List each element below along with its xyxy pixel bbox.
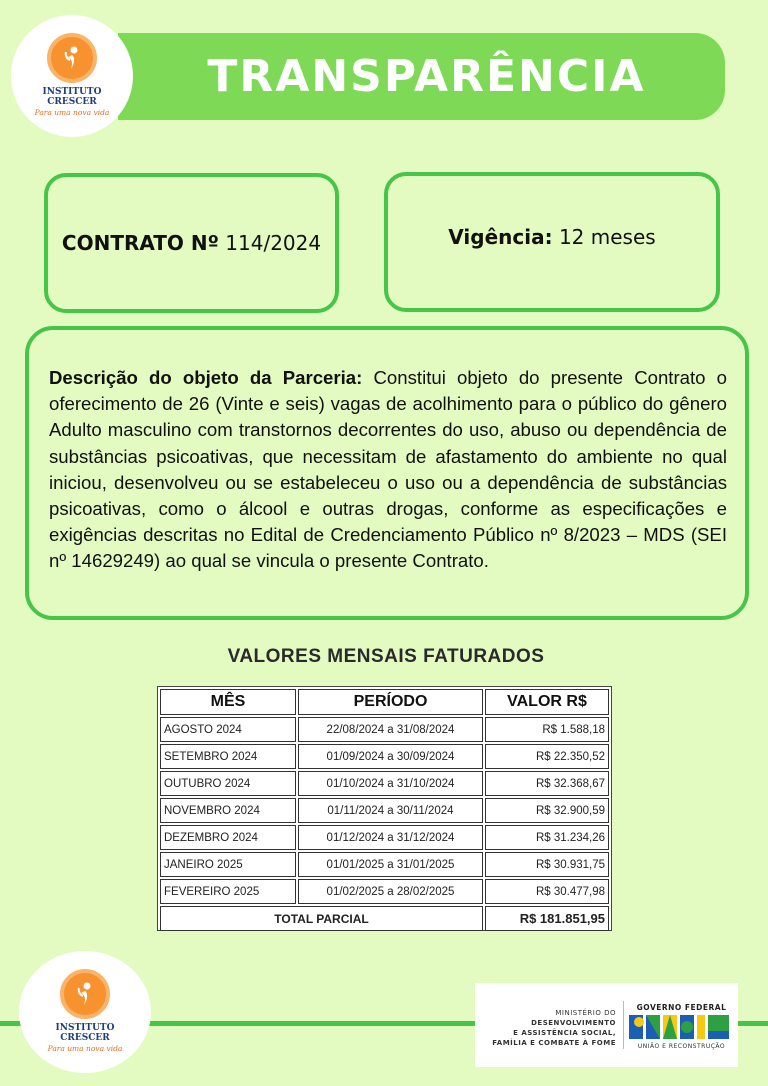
contract-box [44, 173, 339, 313]
vigencia-box [384, 172, 720, 312]
table-row [160, 825, 609, 850]
cell-valor: R$ 1.588,18 [485, 717, 609, 742]
cell-mes: DEZEMBRO 2024 [160, 825, 296, 850]
logo-tagline: Para uma nova vida [34, 108, 110, 117]
description-box [25, 326, 749, 620]
description-text [49, 365, 727, 575]
table-header-row [160, 689, 609, 715]
total-label: TOTAL PARCIAL [160, 906, 483, 931]
description-body: Constitui objeto do presente Contrato o oferecimento de 26 (Vinte e seis) vagas de acolhimento para o público do gênero Adulto masculino com transtornos decorrentes do uso, abuso ou dependência de substâncias psicoativas, que necessitam de afastamento do ambiente no qual iniciou, desenvolveu ou se estabeleceu o uso ou a dependência de substâncias psicoativas, como o álcool e outras drogas, conforme as especificações e exigências descritas no Edital de Credenciamento Público nº 8/2023 – MDS (SEI nº 14629249) ao qual se vincula o presente Contrato. [49, 367, 728, 572]
cell-mes: AGOSTO 2024 [160, 717, 296, 742]
cell-valor: R$ 30.931,75 [485, 852, 609, 877]
table-title: VALORES MENSAIS FATURADOS [227, 646, 545, 667]
cell-periodo: 01/01/2025 a 31/01/2025 [298, 852, 483, 877]
table-row [160, 879, 609, 904]
cell-valor: R$ 32.368,67 [485, 771, 609, 796]
header-mes: MÊS [160, 689, 296, 715]
instituto-crescer-logo-footer [19, 951, 151, 1073]
cell-periodo: 01/09/2024 a 30/09/2024 [298, 744, 483, 769]
brasil-logo [629, 1013, 729, 1041]
cell-mes: JANEIRO 2025 [160, 852, 296, 877]
total-value: R$ 181.851,95 [485, 906, 609, 931]
contract-label: CONTRATO Nº [61, 231, 219, 255]
person-icon [60, 969, 110, 1019]
cell-mes: NOVEMBRO 2024 [160, 798, 296, 823]
cell-periodo: 22/08/2024 a 31/08/2024 [298, 717, 483, 742]
cell-valor: R$ 32.900,59 [485, 798, 609, 823]
table-total-row [160, 906, 609, 931]
table-row [160, 771, 609, 796]
header-periodo: PERÍODO [298, 689, 483, 715]
cell-periodo: 01/12/2024 a 31/12/2024 [298, 825, 483, 850]
logo-tagline: Para uma nova vida [47, 1044, 123, 1053]
cell-valor: R$ 22.350,52 [485, 744, 609, 769]
cell-periodo: 01/02/2025 a 28/02/2025 [298, 879, 483, 904]
gov-federal-label: GOVERNO FEDERAL [636, 1003, 727, 1012]
cell-mes: FEVEREIRO 2025 [160, 879, 296, 904]
contract-number: 114/2024 [225, 231, 322, 255]
ministry-name: MINISTÉRIO DO DESENVOLVIMENTO E ASSISTÊNCIA SOCIAL, FAMÍLIA E COMBATE À FOME [492, 1009, 616, 1047]
cell-valor: R$ 30.477,98 [485, 879, 609, 904]
table-row [160, 717, 609, 742]
cell-periodo: 01/10/2024 a 31/10/2024 [298, 771, 483, 796]
cell-mes: OUTUBRO 2024 [160, 771, 296, 796]
person-icon [47, 33, 97, 83]
cell-valor: R$ 31.234,26 [485, 825, 609, 850]
logo-name: INSTITUTO CRESCER [55, 1023, 115, 1043]
table-row [160, 852, 609, 877]
gov-slogan: UNIÃO E RECONSTRUÇÃO [637, 1043, 726, 1050]
table-row [160, 798, 609, 823]
logo-name: INSTITUTO CRESCER [42, 87, 102, 107]
description-label: Descrição do objeto da Parceria: [49, 367, 363, 388]
instituto-crescer-logo [11, 15, 133, 137]
divider [623, 1001, 624, 1049]
vigencia-value: 12 meses [558, 225, 656, 249]
table-row [160, 744, 609, 769]
values-table [157, 686, 612, 931]
government-logo-panel [475, 983, 738, 1067]
header-valor: VALOR R$ [485, 689, 609, 715]
vigencia-label: Vigência: [448, 225, 553, 249]
cell-mes: SETEMBRO 2024 [160, 744, 296, 769]
cell-periodo: 01/11/2024 a 30/11/2024 [298, 798, 483, 823]
page-title: TRANSPARÊNCIA [207, 51, 646, 102]
